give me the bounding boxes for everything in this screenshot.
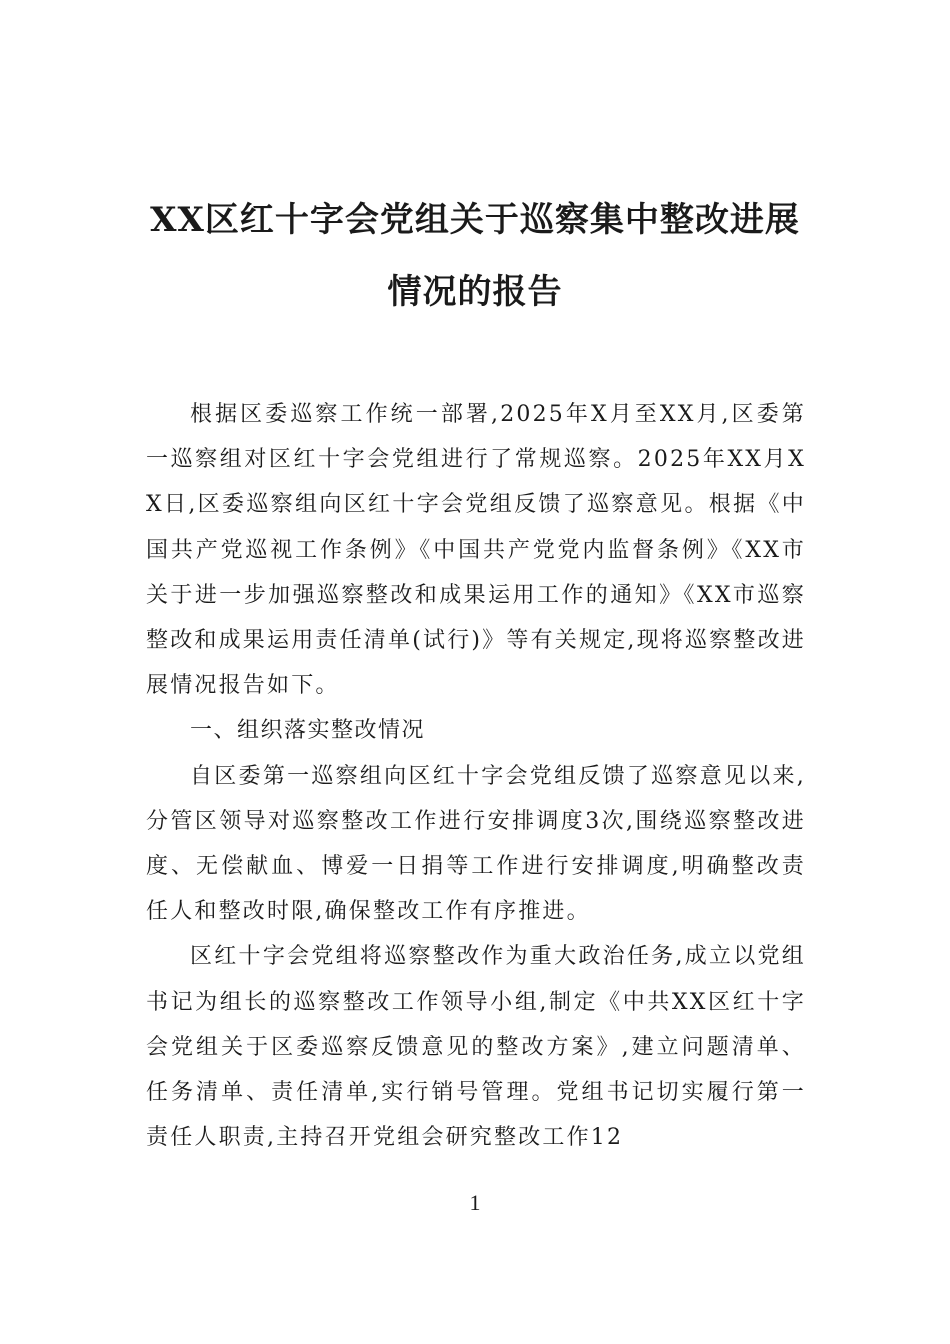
document-body	[146, 392, 806, 1160]
paragraph-intro: 根据区委巡察工作统一部署,2025年X月至XX月,区委第一巡察组对区红十字会党组进行了常规巡察。2025年XX月XX日,区委巡察组向区红十字会党组反馈了巡察意见。根据《中国共产党巡视工作条例》《中国共产党党内监督条例》《XX市关于进一步加强巡察整改和成果运用工作的通知》《XX市巡察整改和成果运用责任清单(试行)》等有关规定,现将巡察整改进展情况报告如下。	[146, 402, 806, 699]
document-title-line-1: XX区红十字会党组关于巡察集中整改进展	[150, 200, 800, 240]
document-title-line-2: 情况的报告	[387, 272, 563, 312]
page-number: 1	[469, 1190, 481, 1215]
section-heading-1: 一、组织落实整改情况	[190, 718, 426, 744]
paragraph-section-1-b: 区红十字会党组将巡察整改作为重大政治任务,成立以党组书记为组长的巡察整改工作领导小组,制定《中共XX区红十字会党组关于区委巡察反馈意见的整改方案》,建立问题清单、任务清单、责任清单,实行销号管理。党组书记切实履行第一责任人职责,主持召开党组会研究整改工作12	[146, 944, 806, 1151]
paragraph-section-1-a: 自区委第一巡察组向区红十字会党组反馈了巡察意见以来,分管区领导对巡察整改工作进行安排调度3次,围绕巡察整改进度、无偿献血、博爱一日捐等工作进行安排调度,明确整改责任人和整改时限,确保整改工作有序推进。	[146, 763, 806, 925]
